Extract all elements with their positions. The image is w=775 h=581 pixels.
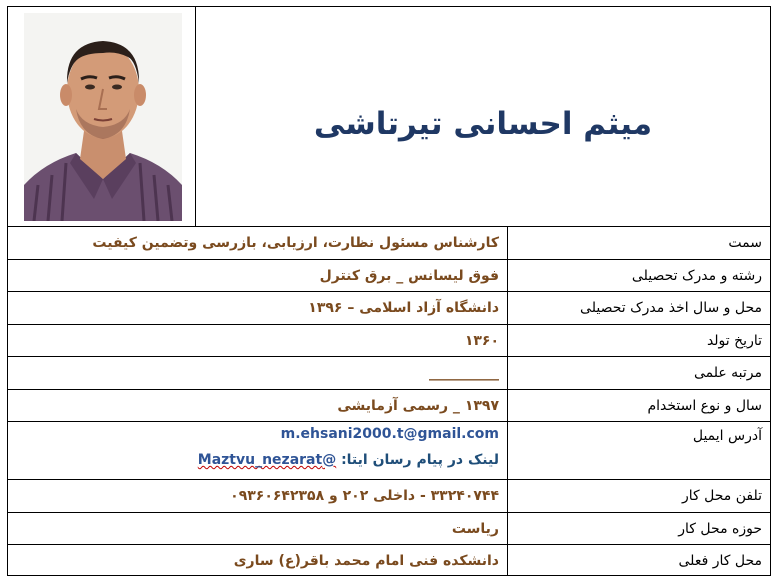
row-value: دانشگاه آزاد اسلامی – ۱۳۹۶ — [308, 300, 499, 316]
row-value: کارشناس مسئول نظارت، ارزیابی، بازرسی وتضمین کیفیت — [92, 235, 499, 251]
row-label: آدرس ایمیل — [507, 422, 770, 479]
profile-sheet — [7, 6, 771, 576]
row-value: ۱۳۹۷ _ رسمی آزمایشی — [337, 397, 499, 414]
table-row — [8, 421, 770, 479]
eitaa-handle[interactable]: @Maztvu_nezarat — [197, 452, 337, 468]
table-row — [8, 226, 770, 259]
table-row — [8, 324, 770, 356]
row-value: ۳۳۲۴۰۷۴۴ - داخلی ۲۰۲ و ۰۹۳۶۰۶۴۲۳۵۸ — [230, 488, 499, 504]
person-name: میثم احسانی تیرتاشی — [313, 105, 653, 142]
row-label: مرتبه علمی — [507, 357, 770, 389]
table-row — [8, 512, 770, 544]
row-value: ۱۳۶۰ — [464, 332, 499, 349]
eitaa-label: لینک در پیام رسان ایتا: — [341, 452, 499, 468]
table-row — [8, 479, 770, 512]
row-label: حوزه محل کار — [507, 513, 770, 544]
contact-block — [8, 422, 507, 479]
table-row — [8, 544, 770, 576]
table-row — [8, 291, 770, 324]
eitaa-line — [198, 452, 499, 468]
email-link[interactable]: m.ehsani2000.t@gmail.com — [280, 426, 499, 442]
row-value: دانشکده فنی امام محمد باقر(ع) ساری — [233, 552, 499, 569]
row-label: رشته و مدرک تحصیلی — [507, 260, 770, 291]
row-label: محل و سال اخذ مدرک تحصیلی — [507, 292, 770, 324]
row-label: تلفن محل کار — [507, 480, 770, 512]
table-row — [8, 389, 770, 421]
photo-cell — [8, 7, 196, 226]
row-label: سال و نوع استخدام — [507, 390, 770, 421]
profile-photo — [24, 13, 182, 221]
row-value: ریاست — [451, 520, 499, 537]
row-value: __________ — [429, 365, 499, 381]
row-label: تاریخ تولد — [507, 325, 770, 356]
row-label: محل کار فعلی — [507, 545, 770, 576]
table-row — [8, 259, 770, 291]
row-label: سمت — [507, 227, 770, 259]
table-row — [8, 356, 770, 389]
info-table — [8, 226, 770, 575]
row-value: فوق لیسانس _ برق کنترل — [319, 267, 499, 284]
name-cell — [196, 7, 770, 226]
